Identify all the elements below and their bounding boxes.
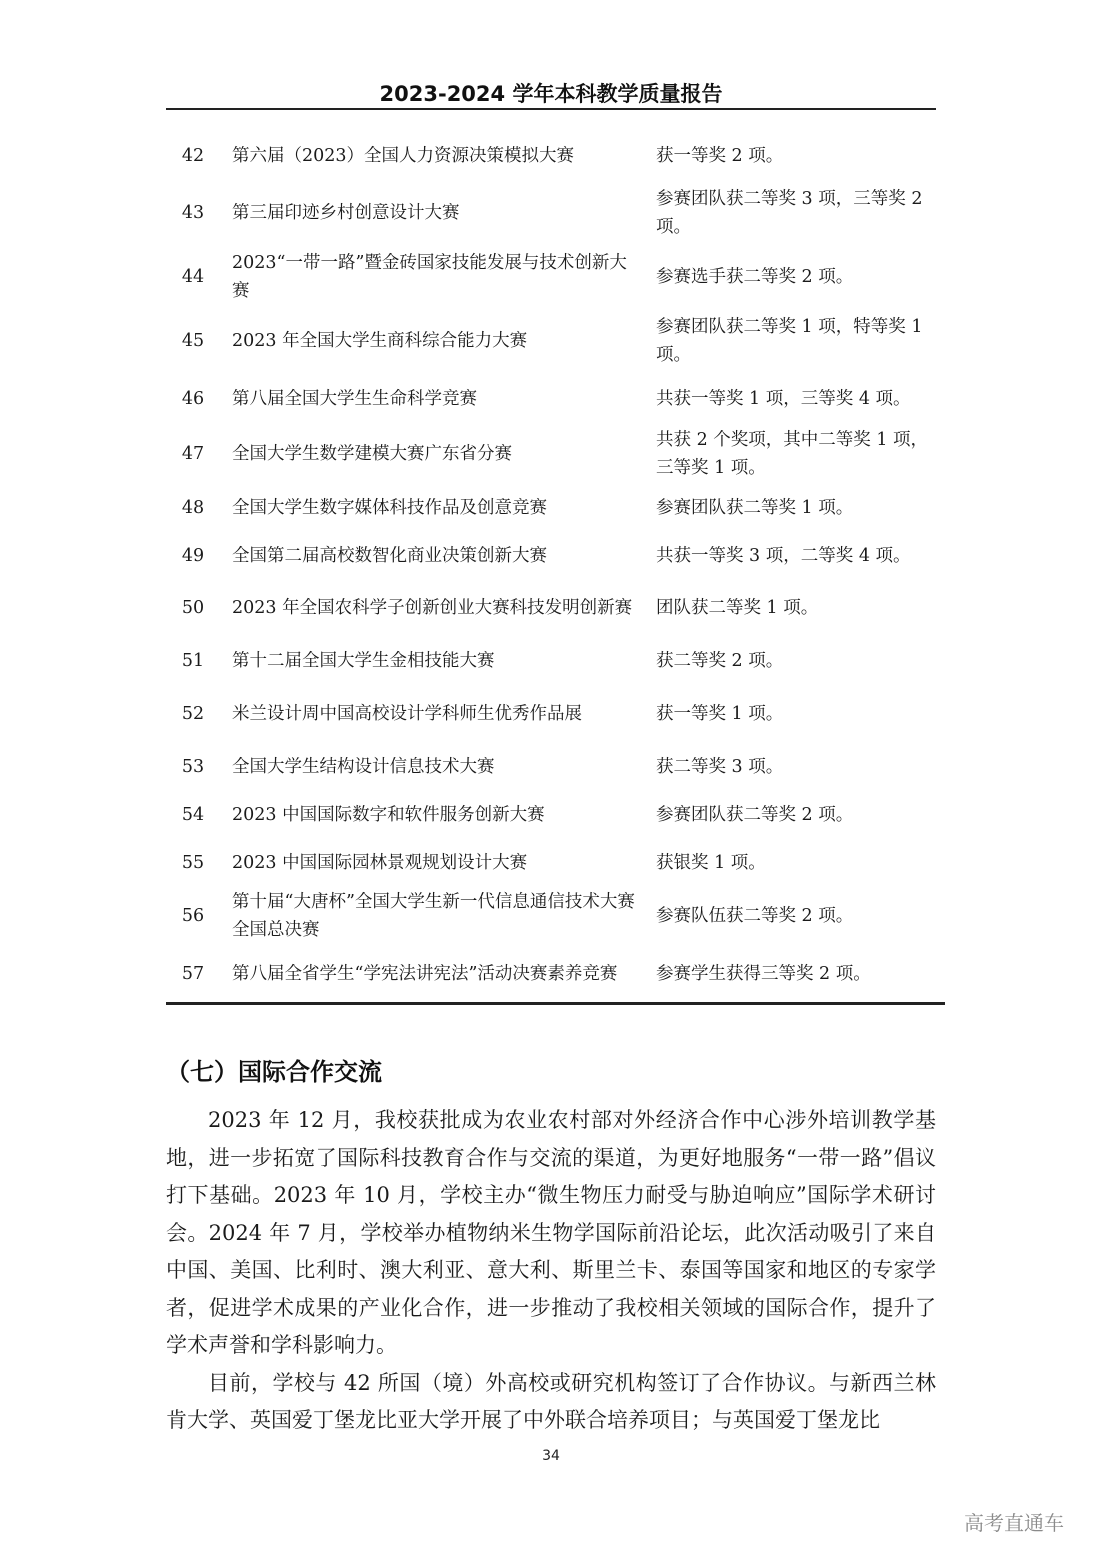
competition-name: 第十二届全国大学生金相技能大赛 [232,651,495,671]
award-result: 参赛团队获二等奖 3 项，三等奖 2 项。 [656,189,923,237]
award-result: 参赛队伍获二等奖 2 项。 [656,906,854,926]
report-header-title: 2023-2024 学年本科教学质量报告 [379,82,723,106]
row-number: 57 [181,964,205,984]
competition-name: 第八届全省学生“学宪法讲宪法”活动决赛素养竞赛 [232,964,618,984]
competition-name: 米兰设计周中国高校设计学科师生优秀作品展 [232,704,582,724]
competition-name: 全国大学生数学建模大赛广东省分赛 [232,444,512,464]
row-number: 46 [181,389,205,409]
award-result: 参赛团队获二等奖 2 项。 [656,805,854,825]
table-row [166,840,945,886]
competition-name: 第八届全国大学生生命科学竞赛 [232,389,477,409]
row-number: 50 [181,598,205,618]
competition-name: 全国大学生结构设计信息技术大赛 [232,757,495,777]
competition-name: 2023 年全国大学生商科综合能力大赛 [232,331,528,351]
award-result: 参赛团队获二等奖 1 项，特等奖 1 项。 [656,317,923,365]
table-row [166,372,945,426]
table-row [166,534,945,578]
row-number: 54 [181,805,205,825]
award-result: 共获 2 个奖项，其中二等奖 1 项，三等奖 1 项。 [656,430,929,478]
table-row [166,244,945,310]
row-number: 55 [181,853,205,873]
body-paragraph: 目前，学校与 42 所国（境）外高校或研究机构签订了合作协议。与新西兰林肯大学、英国爱丁堡龙比亚大学开展了中外联合培养项目；与英国爱丁堡龙比 [166,1370,936,1432]
award-result: 共获一等奖 1 项，三等奖 4 项。 [656,389,911,409]
row-number: 52 [181,704,205,724]
competition-name: 2023 中国国际数字和软件服务创新大赛 [232,805,545,825]
table-row [166,182,945,244]
award-result: 参赛学生获得三等奖 2 项。 [656,964,871,984]
table-bottom-border [166,1002,945,1005]
table-row [166,482,945,534]
award-result: 获银奖 1 项。 [656,853,766,873]
row-number: 56 [181,906,205,926]
award-result: 参赛选手获二等奖 2 项。 [656,267,854,287]
awards-table-container [166,130,945,1002]
table-row [166,886,945,946]
row-number: 42 [181,146,205,166]
row-number: 44 [181,267,205,287]
table-row [166,946,945,1002]
competition-name: 2023 中国国际园林景观规划设计大赛 [232,853,528,873]
award-result: 共获一等奖 3 项，二等奖 4 项。 [656,546,911,566]
competition-name: 2023“一带一路”暨金砖国家技能发展与技术创新大赛 [232,253,627,301]
awards-table [166,130,945,1002]
body-paragraph: 2023 年 12 月，我校获批成为农业农村部对外经济合作中心涉外培训教学基地，进一步拓宽了国际科技教育合作与交流的渠道，为更好地服务“一带一路”倡议打下基础。2023 年 10 月，学校主办“微生物压力耐受与胁迫响应”国际学术研讨会。2024 年 7 月，学校举办植物纳米生物学国际前沿论坛，此次活动吸引了来自中国、美国、比利时、澳大利亚、意大利、斯里兰卡、泰国等国家和地区的专家学者，促进学术成果的产业化合作，进一步推动了我校相关领域的国际合作，提升了学术声誉和学科影响力。 [166,1108,936,1357]
competition-name: 第十届“大唐杯”全国大学生新一代信息通信技术大赛全国总决赛 [232,892,635,940]
table-row [166,684,945,744]
section-heading: （七）国际合作交流 [166,1058,382,1086]
watermark-text: 高考直通车 [964,1511,1064,1535]
table-row [166,310,945,372]
award-result: 参赛团队获二等奖 1 项。 [656,498,854,518]
row-number: 45 [181,331,205,351]
row-number: 49 [181,546,205,566]
competition-name: 第六届（2023）全国人力资源决策模拟大赛 [232,146,575,166]
award-result: 获二等奖 3 项。 [656,757,784,777]
table-row [166,578,945,638]
row-number: 48 [181,498,205,518]
table-row [166,426,945,482]
section-body [166,1102,936,1440]
table-row [166,790,945,840]
award-result: 获一等奖 2 项。 [656,146,784,166]
competition-name: 全国第二届高校数智化商业决策创新大赛 [232,546,547,566]
row-number: 47 [181,444,205,464]
header-divider [166,108,936,110]
award-result: 团队获二等奖 1 项。 [656,598,819,618]
table-row [166,638,945,684]
table-row [166,130,945,182]
row-number: 51 [181,651,205,671]
award-result: 获二等奖 2 项。 [656,651,784,671]
table-row [166,744,945,790]
award-result: 获一等奖 1 项。 [656,704,784,724]
competition-name: 第三届印迹乡村创意设计大赛 [232,203,460,223]
competition-name: 2023 年全国农科学子创新创业大赛科技发明创新赛 [232,598,633,618]
page-number: 34 [542,1448,560,1464]
row-number: 43 [181,203,205,223]
competition-name: 全国大学生数字媒体科技作品及创意竞赛 [232,498,547,518]
row-number: 53 [181,757,205,777]
